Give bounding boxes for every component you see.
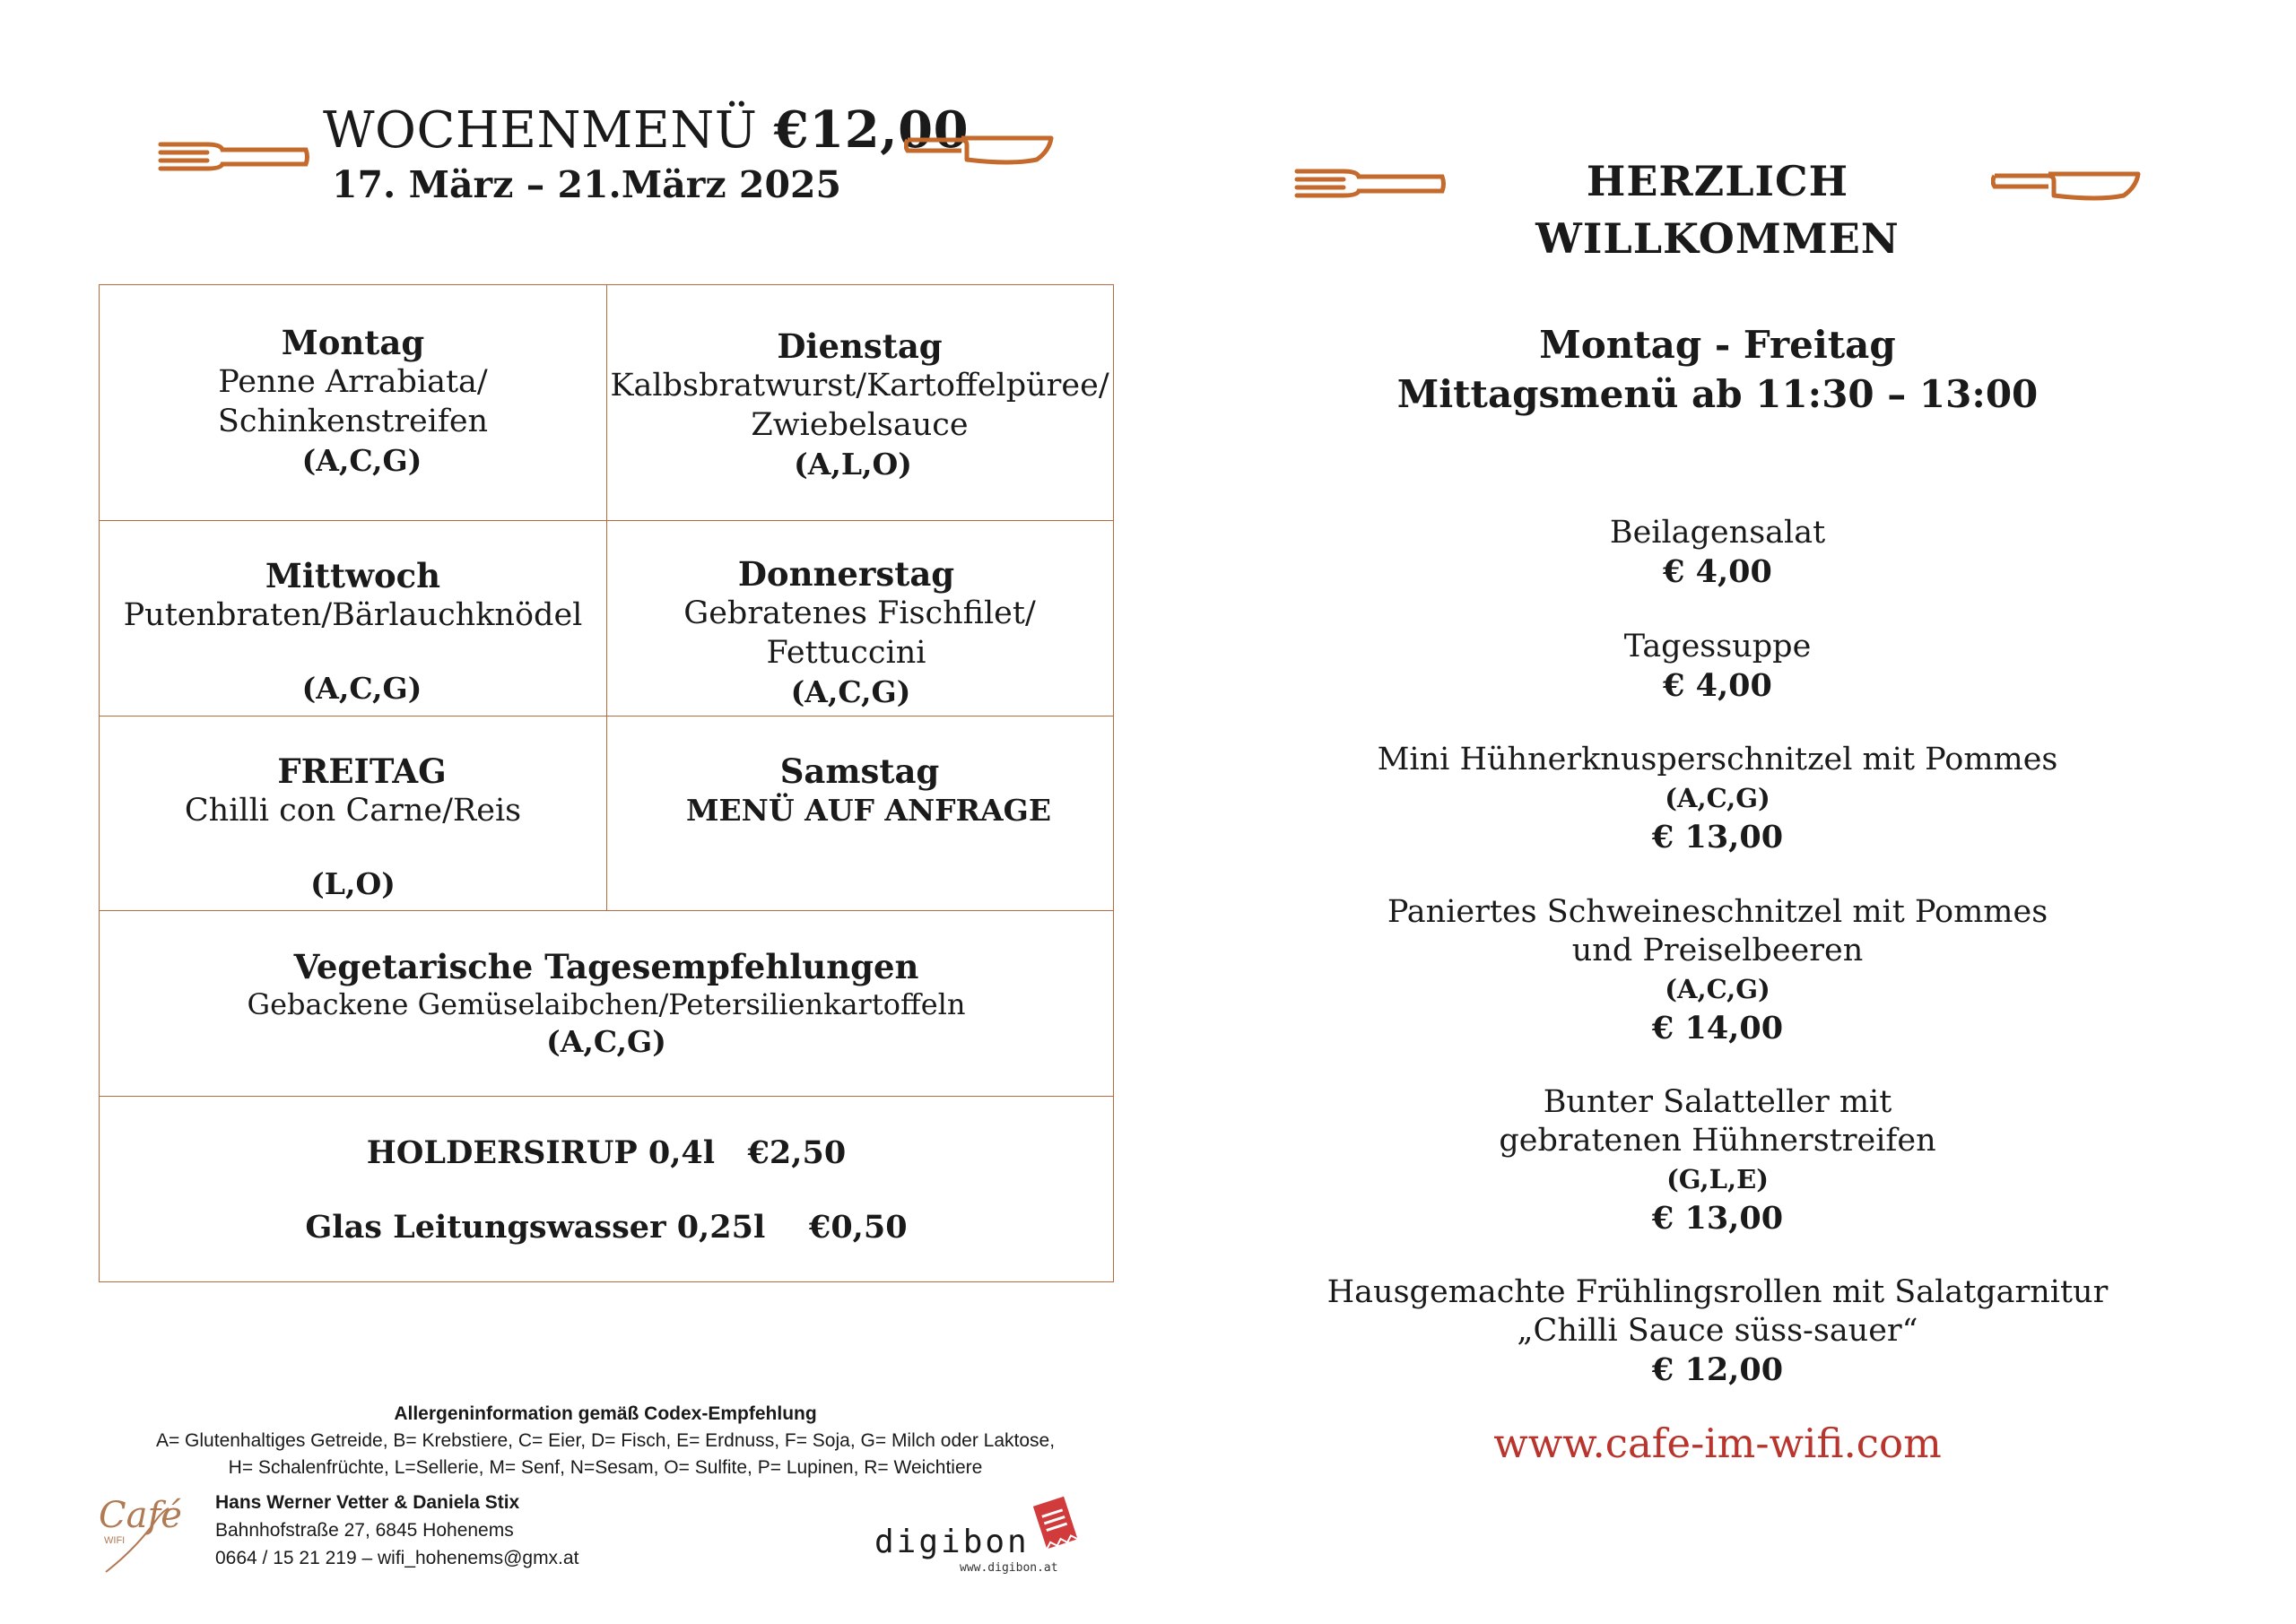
menu-item-name: Beilagensalat [1609, 515, 1826, 551]
menu-item [1292, 741, 2144, 856]
day-label: Mittwoch [265, 556, 441, 595]
menu-item [1292, 893, 2144, 1047]
day-label: Donnerstag [737, 554, 955, 594]
menu-cell-thursday [606, 554, 1113, 712]
weekly-menu-title-text: WOCHENMENÜ [323, 101, 758, 160]
digibon-logo-text: digibon [874, 1524, 1030, 1560]
menu-item-price: € 13,00 [1651, 819, 1784, 855]
receipt-icon [1029, 1495, 1083, 1552]
allergen-info-line: H= Schalenfrüchte, L=Sellerie, M= Senf, N=Sesam, O= Sulfite, P= Lupinen, R= Weichtiere [228, 1457, 983, 1478]
dish-text: Kalbsbratwurst/Kartoffelpüree/ [610, 368, 1109, 404]
table-divider [100, 910, 1113, 911]
menu-cell-saturday [606, 751, 1113, 830]
day-label: Samstag [779, 751, 940, 791]
dish-text: Fettuccini [766, 635, 926, 671]
menu-item-price: € 4,00 [1663, 667, 1772, 704]
cafe-logo-sub: WIFI [104, 1535, 126, 1546]
menu-cell-friday [100, 751, 606, 904]
menu-cell-vegetarian [100, 947, 1113, 1062]
digibon-url: www.digibon.at [960, 1561, 1058, 1575]
menu-item [1292, 514, 2144, 591]
cafe-logo [99, 1496, 188, 1576]
dish-text: Gebackene Gemüselaibchen/Petersilienkartoffeln [247, 987, 966, 1021]
menu-item-price: € 14,00 [1651, 1010, 1784, 1046]
fork-icon [1294, 166, 1447, 202]
table-divider [100, 1096, 1113, 1097]
contact-phone-email: 0664 / 15 21 219 – wifi_hohenems@gmx.at [215, 1548, 579, 1568]
menu-item-name: Mini Hühnerknusperschnitzel mit Pommes [1377, 742, 2058, 777]
dish-text: Schinkenstreifen [217, 404, 489, 439]
cafe-logo-swirl [99, 1505, 188, 1576]
weekly-menu-dates: 17. März – 21.März 2025 [332, 163, 842, 206]
contact-address: Bahnhofstraße 27, 6845 Hohenems [215, 1520, 514, 1541]
drink-item: Glas Leitungswasser 0,25l €0,50 [305, 1209, 908, 1246]
allergen-info-line: A= Glutenhaltiges Getreide, B= Krebstiere, C= Eier, D= Fisch, E= Erdnuss, F= Soja, G= Milch oder Laktose, [155, 1430, 1056, 1451]
cafe-logo-text: Café [99, 1495, 182, 1536]
allergen-codes: (A,C,G) [301, 443, 422, 478]
welcome-line: HERZLICH [1586, 157, 1849, 205]
allergen-codes: (A,C,G) [1665, 783, 1770, 813]
menu-item-name: gebratenen Hühnerstreifen [1499, 1123, 1936, 1159]
welcome-line: WILLKOMMEN [1535, 214, 1900, 263]
allergen-codes: (A,C,G) [301, 671, 422, 706]
allergen-codes: (A,C,G) [1665, 974, 1770, 1004]
digibon-logo [874, 1495, 1099, 1585]
menu-item-name: „Chilli Sauce süss-sauer“ [1517, 1313, 1918, 1349]
dish-text: Zwiebelsauce [751, 407, 969, 443]
menu-cell-monday [100, 323, 606, 481]
allergen-info-title: Allergeninformation gemäß Codex-Empfehlung [394, 1403, 817, 1424]
allergen-codes: (A,C,G) [790, 674, 911, 709]
vegetarian-heading: Vegetarische Tagesempfehlungen [293, 947, 919, 986]
dish-text: Chilli con Carne/Reis [184, 793, 522, 829]
menu-item-name: Hausgemachte Frühlingsrollen mit Salatgarnitur [1326, 1274, 2109, 1310]
weekly-menu-title [323, 100, 970, 160]
menu-item [1292, 628, 2144, 705]
allergen-codes: (A,C,G) [546, 1024, 666, 1059]
menu-item [1292, 1273, 2144, 1389]
opening-days: Montag - Freitag [1539, 323, 1896, 367]
menu-item-name: und Preiselbeeren [1571, 933, 1864, 968]
menu-cell-wednesday [100, 556, 606, 708]
fork-icon [158, 139, 310, 175]
dish-text: Gebratenes Fischfilet/ [683, 595, 1036, 631]
weekly-menu-price: €12,00 [773, 100, 970, 160]
menu-item-price: € 12,00 [1651, 1351, 1784, 1388]
day-label: Montag [281, 323, 425, 362]
knife-icon [904, 133, 1057, 170]
menu-item-name: Paniertes Schweineschnitzel mit Pommes [1387, 894, 2048, 930]
menu-item-name: Tagessuppe [1623, 629, 1812, 664]
allergen-codes: (A,L,O) [794, 447, 912, 482]
menu-item-price: € 13,00 [1651, 1200, 1784, 1237]
menu-item-name: Bunter Salatteller mit [1543, 1084, 1892, 1120]
dish-text: Putenbraten/Bärlauchknödel [123, 597, 583, 633]
menu-cell-tuesday [606, 326, 1113, 484]
allergen-codes: (G,L,E) [1666, 1164, 1769, 1194]
drink-item: HOLDERSIRUP 0,4l €2,50 [366, 1134, 847, 1171]
menu-item-price: € 4,00 [1663, 553, 1772, 590]
website-link[interactable]: www.cafe-im-wifi.com [1493, 1420, 1942, 1467]
opening-hours [1292, 320, 2144, 419]
dish-text: Penne Arrabiata/ [218, 364, 488, 400]
day-label: FREITAG [277, 751, 447, 791]
welcome-heading [1426, 152, 2009, 267]
menu-item [1292, 1083, 2144, 1238]
knife-icon [1991, 169, 2144, 206]
saturday-note: MENÜ AUF ANFRAGE [686, 793, 1051, 828]
allergen-codes: (L,O) [310, 866, 396, 901]
lunch-hours: Mittagsmenü ab 11:30 – 13:00 [1396, 372, 2039, 416]
day-label: Dienstag [777, 326, 943, 366]
weekly-menu-table [99, 284, 1114, 1282]
contact-names: Hans Werner Vetter & Daniela Stix [215, 1492, 520, 1513]
